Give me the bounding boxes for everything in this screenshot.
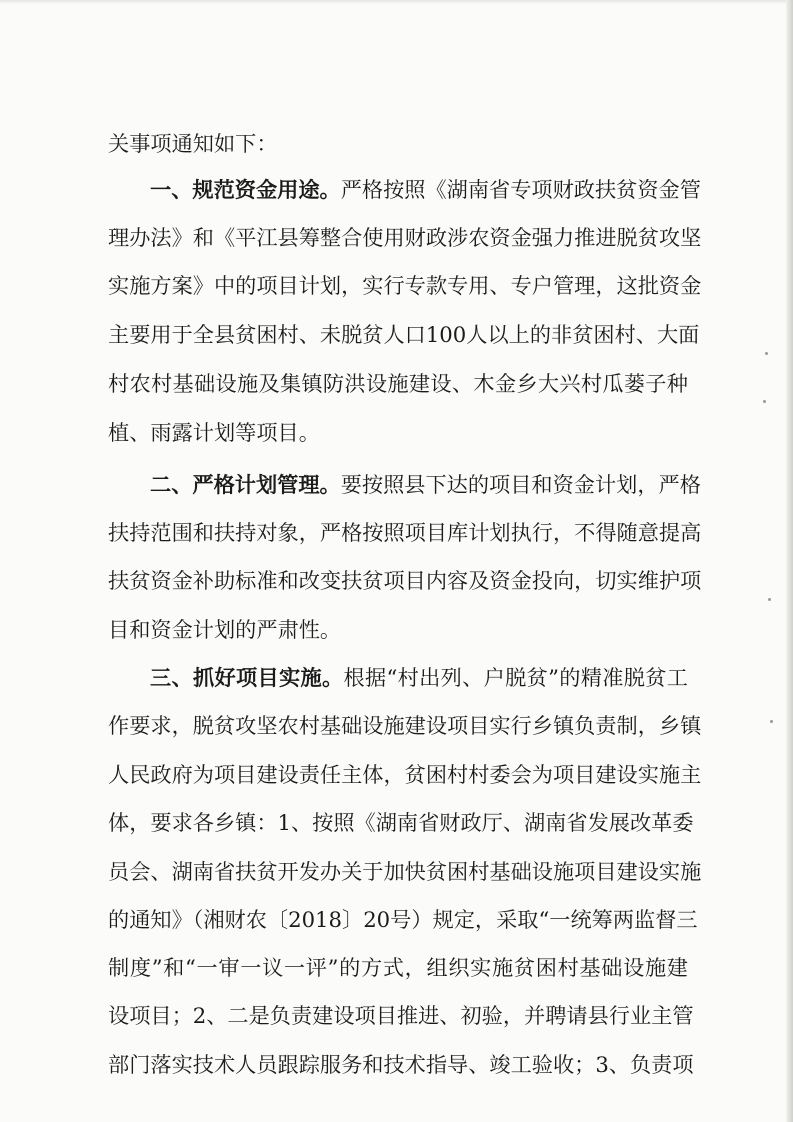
section-heading: 三、抓好项目实施。	[150, 665, 344, 690]
text-line	[108, 124, 688, 164]
text-line	[108, 610, 688, 650]
text-line	[108, 364, 688, 404]
text-line	[108, 900, 698, 940]
line-text: 植、雨露计划等项目。	[108, 420, 320, 445]
section-first-line	[150, 465, 701, 505]
text-line	[108, 706, 702, 746]
scan-speck	[763, 400, 766, 403]
line-text: 部门落实技术人员跟踪服务和技术指导、竣工验收；3、负责项	[108, 1052, 694, 1077]
text-line	[108, 315, 700, 355]
text-line	[108, 266, 702, 306]
line-text: 的通知》（湘财农〔2018〕20号）规定，采取“一统筹两监督三	[108, 907, 698, 932]
section-first-line	[150, 658, 688, 698]
text-line	[108, 513, 702, 553]
line-text: 设项目；2、二是负责建设项目推进、初验，并聘请县行业主管	[108, 1003, 694, 1028]
line-text: 严格按照《湖南省专项财政扶贫资金管	[340, 177, 701, 202]
line-text: 制度”和“一审一议一评”的方式，组织实施贫困村基础设施建	[108, 955, 688, 980]
scan-speck	[768, 598, 771, 601]
line-text: 目和资金计划的严肃性。	[108, 617, 342, 642]
line-text: 主要用于全县贫困村、未脱贫人口100人以上的非贫困村、大面	[108, 322, 700, 347]
text-line	[108, 218, 702, 258]
line-text: 关事项通知如下：	[108, 131, 278, 156]
text-line	[108, 755, 702, 795]
line-text: 扶贫资金补助标准和改变扶贫项目内容及资金投向，切实维护项	[108, 568, 702, 593]
line-text: 根据“村出列、户脱贫”的精准脱贫工	[343, 665, 688, 690]
line-text: 体，要求各乡镇：1、按照《湖南省财政厅、湖南省发展改革委	[108, 810, 694, 835]
text-line	[108, 996, 694, 1036]
section-heading: 一、规范资金用途。	[150, 177, 341, 202]
line-text: 要按照县下达的项目和资金计划，严格	[340, 472, 701, 497]
line-text: 村农村基础设施及集镇防洪设施建设、木金乡大兴村瓜蒌子种	[108, 371, 688, 396]
text-line	[108, 413, 688, 453]
section-first-line	[150, 170, 701, 210]
line-text: 扶持范围和扶持对象，严格按照项目库计划执行，不得随意提高	[108, 520, 702, 545]
line-text: 员会、湖南省扶贫开发办关于加快贫困村基础设施项目建设实施	[108, 859, 702, 884]
scan-edge-top	[0, 0, 793, 4]
text-line	[108, 948, 688, 988]
line-text: 作要求，脱贫攻坚农村基础设施建设项目实行乡镇负责制，乡镇	[108, 713, 702, 738]
scan-speck	[765, 352, 768, 355]
line-text: 理办法》和《平江县筹整合使用财政涉农资金强力推进脱贫攻坚	[108, 225, 702, 250]
line-text: 实施方案》中的项目计划，实行专款专用、专户管理，这批资金	[108, 273, 702, 298]
line-text: 人民政府为项目建设责任主体，贫困村村委会为项目建设实施主	[108, 762, 702, 787]
scan-edge-right	[786, 0, 793, 1122]
text-line	[108, 852, 702, 892]
scan-speck	[770, 720, 773, 723]
section-heading: 二、严格计划管理。	[150, 472, 341, 497]
text-line	[108, 561, 702, 601]
text-line	[108, 1045, 694, 1085]
text-line	[108, 803, 694, 843]
